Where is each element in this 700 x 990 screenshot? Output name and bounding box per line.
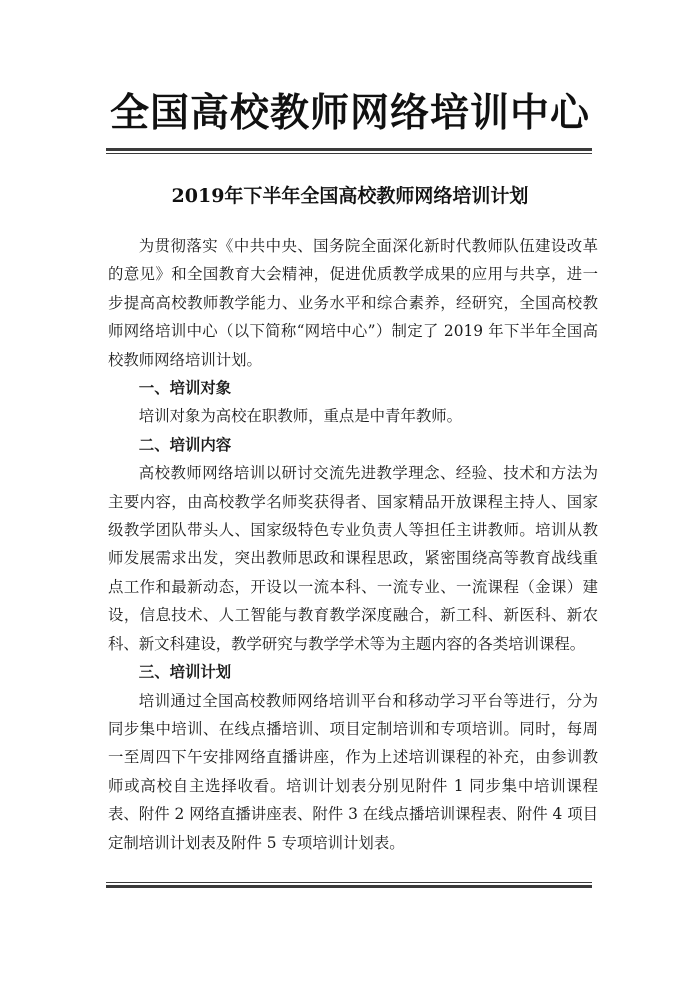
footer-double-rule <box>106 882 592 888</box>
header-double-rule <box>106 148 592 154</box>
footer-rule-thick <box>106 885 592 888</box>
document-title: 2019年下半年全国高校教师网络培训计划 <box>171 185 529 207</box>
section-text-targets: 培训对象为高校在职教师，重点是中青年教师。 <box>138 407 463 426</box>
section-heading-targets: 一、培训对象 <box>138 379 232 398</box>
header-rule-thin <box>106 153 592 154</box>
section-heading-plan: 三、培训计划 <box>138 663 232 682</box>
section-heading-content: 二、培训内容 <box>138 435 232 454</box>
masthead-title: 全国高校教师网络培训中心 <box>109 90 590 136</box>
document-body <box>108 232 598 857</box>
section-text-content: 高校教师网络培训以研讨交流先进教学理念、经验、技术和方法为主要内容，由高校教学名师奖获得者、国家精品开放课程主持人、国家级教学团队带头人、国家级特色专业负责人等担任主讲教师。培训从教师发展需求出发，突出教师思政和课程思政，紧密围绕高等教育战线重点工作和最新动态，开设以一流本科、一流专业、一流课程（金课）建设，信息技术、人工智能与教育教学深度融合，新工科、新医科、新农科、新文科建设，教学研究与教学学术等为主题内容的各类培训课程。 <box>108 464 598 653</box>
intro-paragraph: 为贯彻落实《中共中央、国务院全面深化新时代教师队伍建设改革的意见》和全国教育大会精神，促进优质教学成果的应用与共享，进一步提高高校教师教学能力、业务水平和综合素养，经研究，全国高校教师网络培训中心（以下简称“网培中心”）制定了 2019 年下半年全国高校教师网络培训计划。 <box>108 237 598 369</box>
section-text-plan: 培训通过全国高校教师网络培训平台和移动学习平台等进行，分为同步集中培训、在线点播培训、项目定制培训和专项培训。同时，每周一至周四下午安排网络直播讲座，作为上述培训课程的补充，由参训教师或高校自主选择收看。培训计划表分别见附件 1 同步集中培训课程表、附件 2 网络直播讲座表、附件 3 在线点播培训课程表、附件 4 项目定制培训计划表及附件 5 专项培训计划表。 <box>108 691 598 852</box>
